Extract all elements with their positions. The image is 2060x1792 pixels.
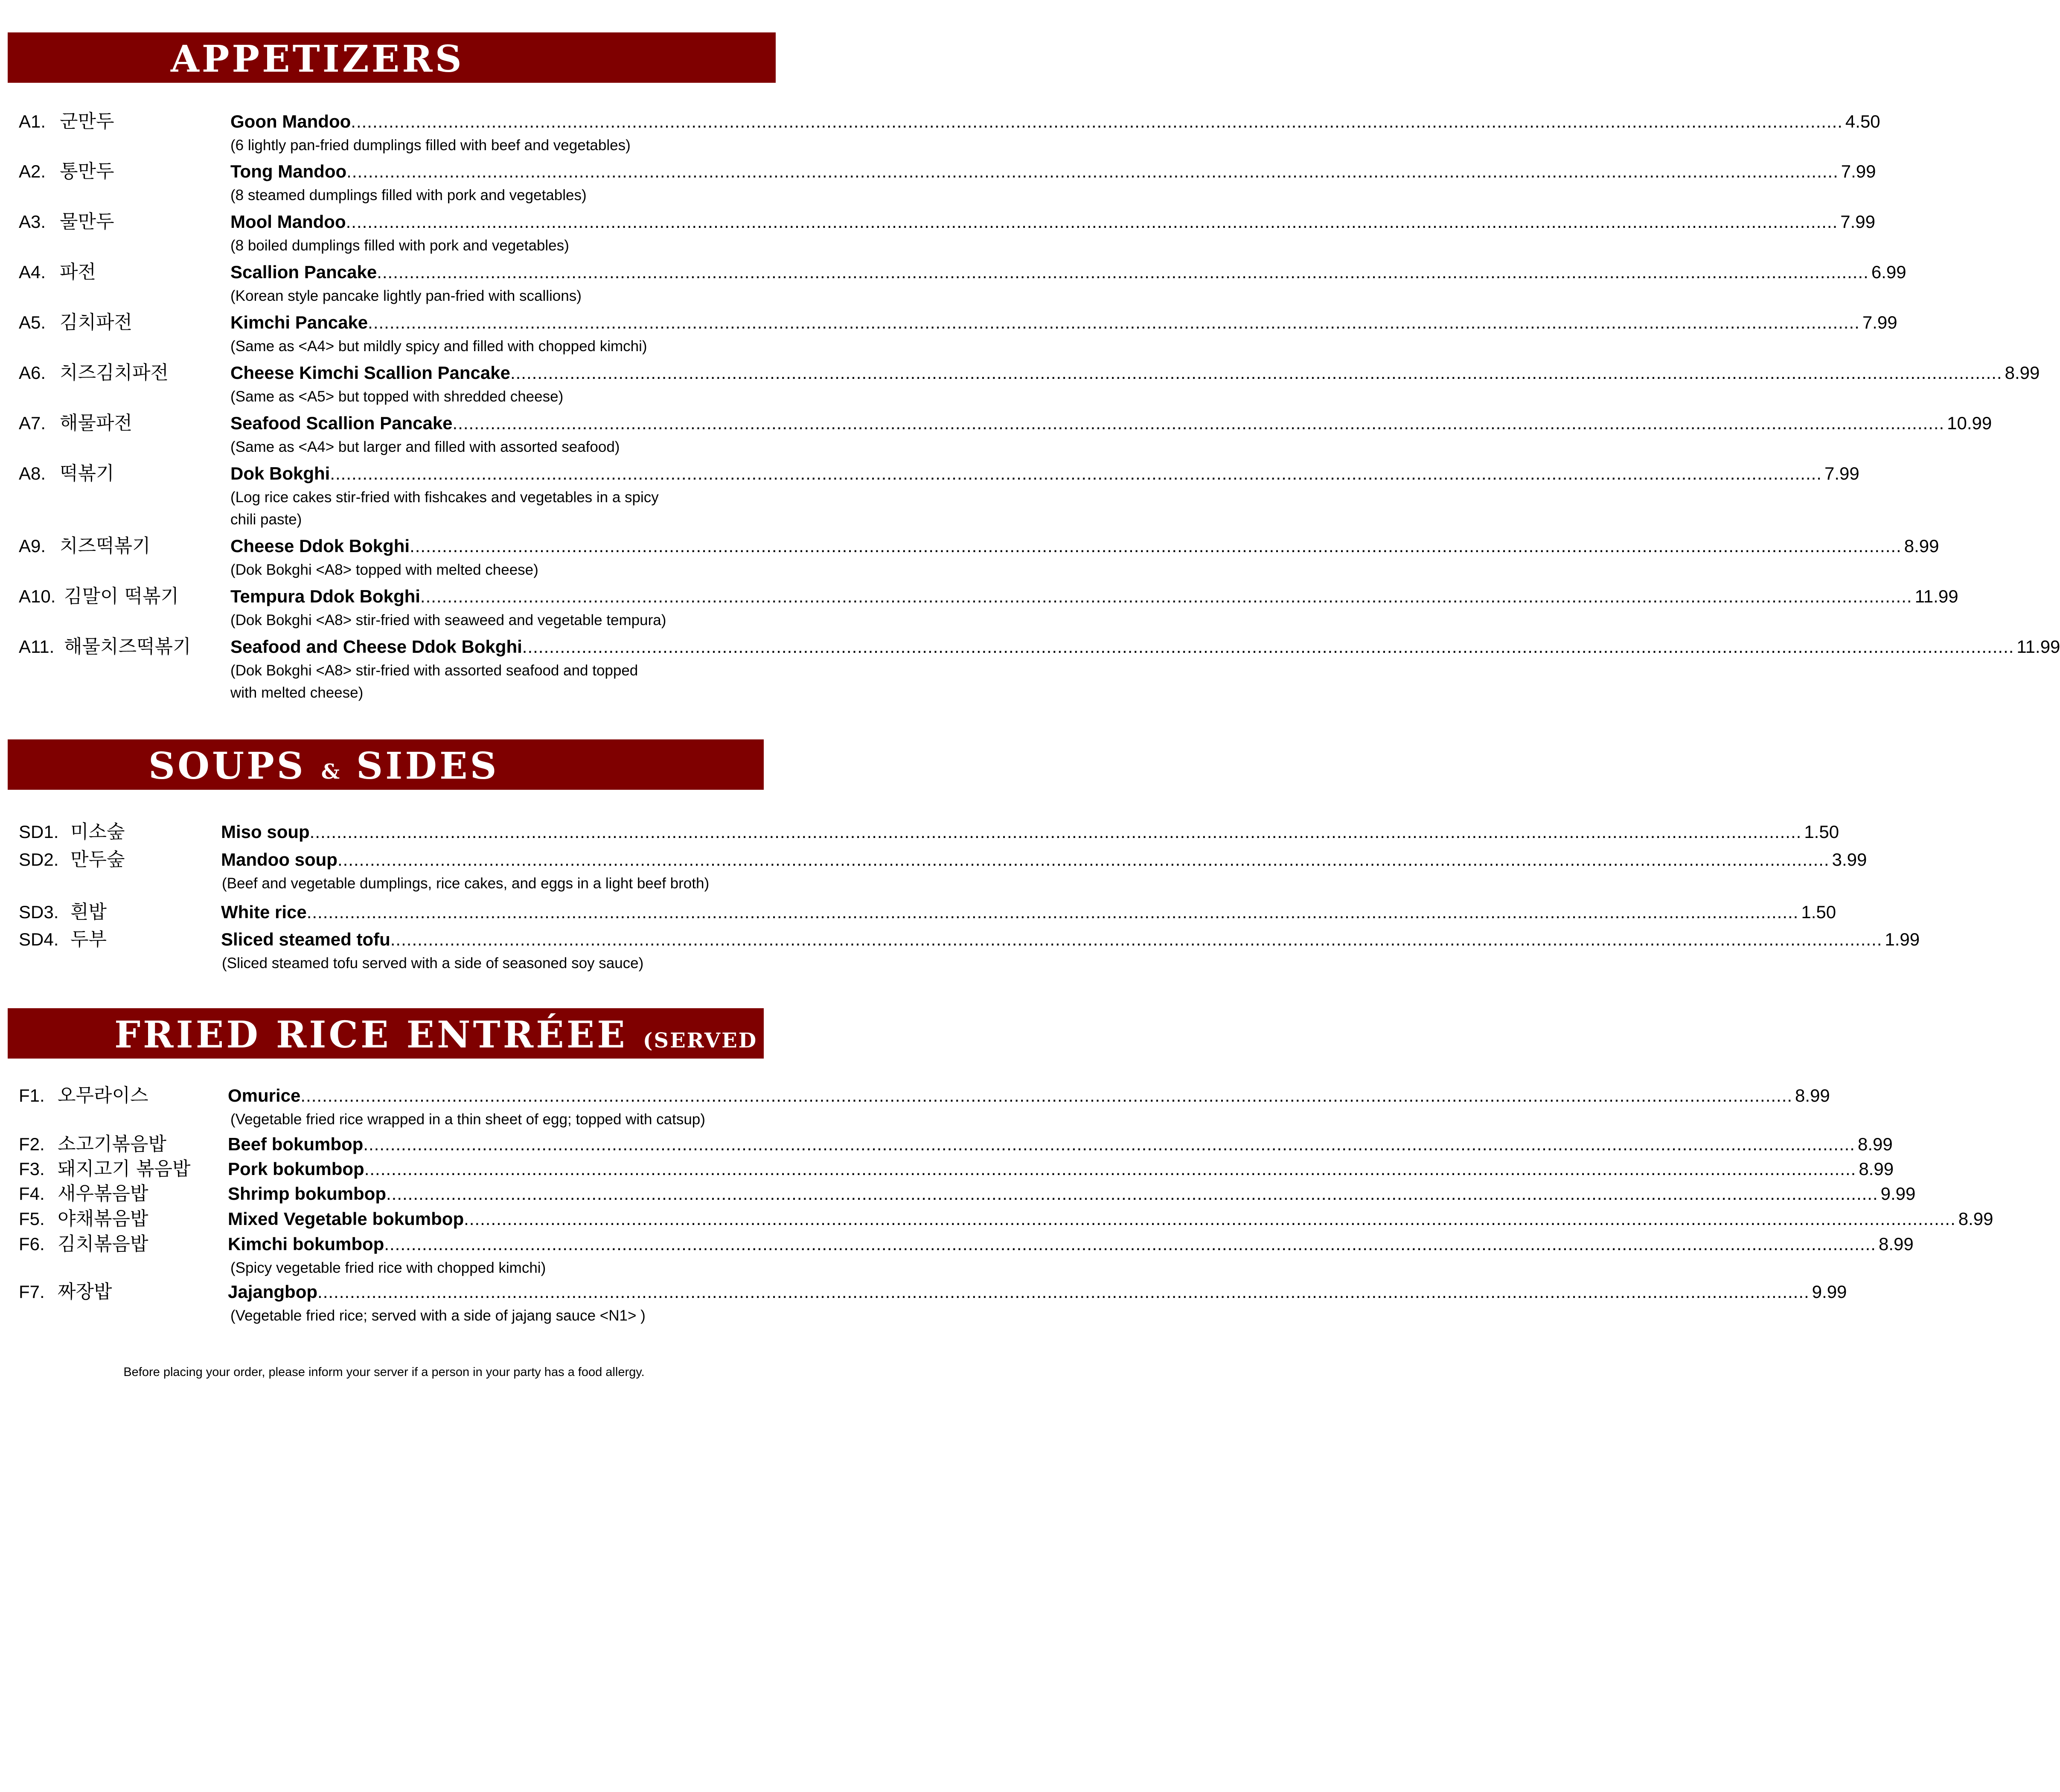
item-name: Scallion Pancake [230, 262, 377, 282]
item-code: A3. [19, 212, 46, 232]
item-price: 8.99 [1904, 536, 1939, 556]
item-code: A5. [19, 312, 46, 332]
item-name: Tempura Ddok Bokghi [230, 586, 420, 606]
item-description: (Dok Bokghi <A8> stir-fried with seaweed and vegetable tempura) [230, 612, 666, 628]
item-price: 3.99 [1832, 849, 1867, 870]
item-korean-name: 만두숲 [70, 849, 125, 870]
dot-leader [338, 847, 1830, 873]
item-name-line [230, 360, 2040, 386]
item-code: A1. [19, 111, 46, 131]
dot-leader [510, 360, 2002, 386]
item-name-line [230, 209, 1875, 235]
item-description: (Same as <A4> but mildly spicy and filled with chopped kimchi) [230, 338, 647, 355]
item-code: F1. [19, 1085, 45, 1105]
dot-leader [464, 1206, 1956, 1232]
item-code: SD3. [19, 902, 59, 922]
menu-item-row [0, 927, 1920, 952]
item-korean-name: 돼지고기 볶음밥 [58, 1158, 191, 1180]
item-price: 7.99 [1840, 212, 1875, 232]
menu-item-row [0, 1279, 1847, 1305]
item-price: 8.99 [1859, 1159, 1894, 1179]
item-name: Kimchi bokumbop [228, 1234, 384, 1254]
item-name: Tong Mandoo [230, 161, 347, 181]
item-name-line [228, 1231, 1914, 1257]
item-code: A7. [19, 413, 46, 433]
item-name-line [221, 819, 1839, 845]
item-price: 8.99 [1795, 1085, 1830, 1105]
menu-item-row [0, 1206, 1993, 1232]
item-korean-name: 두부 [70, 928, 107, 950]
item-name: Goon Mandoo [230, 111, 351, 131]
item-name: Seafood and Cheese Ddok Bokghi [230, 637, 522, 657]
item-code: F5. [19, 1209, 45, 1229]
item-code: F6. [19, 1234, 45, 1254]
item-name-line [228, 1206, 1993, 1232]
item-code: F4. [19, 1184, 45, 1204]
item-price: 11.99 [1915, 586, 1958, 606]
item-price: 11.99 [2016, 637, 2060, 657]
item-name: Pork bokumbop [228, 1159, 364, 1179]
item-name: White rice [221, 902, 307, 922]
menu-item-row [0, 410, 1992, 436]
item-description: (Same as <A4> but larger and filled with assorted seafood) [230, 439, 620, 455]
item-name-line [228, 1156, 1894, 1182]
item-price: 6.99 [1871, 262, 1906, 282]
dot-leader [420, 584, 1912, 609]
item-name: Kimchi Pancake [230, 312, 368, 332]
dot-leader [390, 927, 1883, 952]
item-code: A10. [19, 586, 56, 606]
item-price: 8.99 [1958, 1209, 1993, 1229]
item-description: (8 boiled dumplings filled with pork and vegetables) [230, 237, 569, 254]
allergy-note: Before placing your order, please inform your server if a person in your party has a food allergy. [123, 1365, 645, 1379]
menu-item-row [0, 159, 1876, 184]
item-korean-name: 흰밥 [70, 901, 107, 923]
item-name-line [228, 1279, 1847, 1305]
item-name: Cheese Kimchi Scallion Pancake [230, 363, 510, 383]
item-name-line [230, 634, 2060, 660]
item-name: Beef bokumbop [228, 1134, 364, 1154]
item-name-line [228, 1083, 1830, 1108]
menu-item-row [0, 819, 1839, 845]
menu-item-row [0, 109, 1880, 134]
item-description: chili paste) [230, 511, 302, 528]
item-name-line [221, 927, 1920, 952]
dot-leader [346, 209, 1838, 235]
item-description: (Dok Bokghi <A8> topped with melted cheese) [230, 561, 538, 578]
item-code: A9. [19, 536, 46, 556]
item-korean-name: 미소숲 [70, 821, 125, 843]
fried-rice-subtitle: (SERVED WITH MISO SOUP) [643, 1029, 1007, 1053]
item-description: with melted cheese) [230, 684, 364, 701]
menu-item-row [0, 584, 1958, 609]
item-korean-name: 통만두 [60, 160, 114, 182]
fried-rice-title [114, 1008, 1007, 1059]
appetizers-banner [8, 32, 776, 83]
item-code: SD1. [19, 822, 59, 842]
item-code: A8. [19, 463, 46, 483]
menu-item-row [0, 899, 1836, 925]
item-korean-name: 김말이 떡볶기 [64, 585, 179, 607]
dot-leader [522, 634, 2014, 660]
dot-leader [307, 899, 1799, 925]
sides-title-word: SIDES [356, 745, 499, 788]
item-korean-name: 군만두 [60, 111, 114, 132]
item-name: Mool Mandoo [230, 212, 346, 232]
item-price: 9.99 [1812, 1282, 1847, 1302]
item-korean-name: 해물치즈떡볶기 [64, 636, 191, 657]
menu-item-row [0, 847, 1867, 873]
item-name: Mandoo soup [221, 849, 338, 870]
item-code: F7. [19, 1282, 45, 1302]
item-code: SD4. [19, 929, 59, 949]
item-description: (Korean style pancake lightly pan-fried with scallions) [230, 288, 582, 304]
item-code: F2. [19, 1134, 45, 1154]
menu-item-row [0, 1231, 1914, 1257]
item-name-line [228, 1132, 1893, 1157]
dot-leader [300, 1083, 1792, 1108]
soups-title-word: SOUPS [148, 745, 306, 788]
fried-rice-banner [8, 1008, 1007, 1059]
dot-leader [330, 461, 1822, 486]
dot-leader [317, 1279, 1810, 1305]
item-korean-name: 새우볶음밥 [58, 1183, 148, 1204]
item-name: Sliced steamed tofu [221, 929, 390, 949]
item-price: 7.99 [1841, 161, 1876, 181]
dot-leader [386, 1181, 1878, 1207]
item-korean-name: 물만두 [60, 211, 114, 233]
item-code: SD2. [19, 849, 59, 870]
item-price: 8.99 [1878, 1234, 1914, 1254]
menu-item-row [0, 634, 2060, 660]
item-name-line [230, 109, 1880, 134]
item-name-line [221, 847, 1867, 873]
menu-item-row [0, 1132, 1893, 1157]
item-korean-name: 파전 [60, 261, 96, 283]
dot-leader [384, 1231, 1876, 1257]
item-price: 10.99 [1947, 413, 1992, 433]
item-name-line [228, 1181, 1916, 1207]
item-price: 9.99 [1880, 1184, 1916, 1204]
item-description: (6 lightly pan-fried dumplings filled with beef and vegetables) [230, 137, 631, 154]
item-name-line [221, 899, 1836, 925]
item-name: Cheese Ddok Bokghi [230, 536, 410, 556]
item-korean-name: 김치볶음밥 [58, 1233, 148, 1255]
item-price: 8.99 [2005, 363, 2040, 383]
menu-item-row [0, 1156, 1894, 1182]
item-description: (Log rice cakes stir-fried with fishcakes and vegetables in a spicy [230, 489, 659, 506]
item-description: (Same as <A5> but topped with shredded cheese) [230, 388, 564, 405]
item-name: Mixed Vegetable bokumbop [228, 1209, 464, 1229]
item-description: (Sliced steamed tofu served with a side of seasoned soy sauce) [222, 955, 644, 972]
item-price: 4.50 [1845, 111, 1880, 131]
item-description: (Beef and vegetable dumplings, rice cakes, and eggs in a light beef broth) [222, 875, 710, 892]
item-name-line [230, 533, 1939, 559]
item-price: 7.99 [1824, 463, 1859, 483]
item-korean-name: 떡볶기 [60, 463, 114, 484]
item-name-line [230, 584, 1958, 609]
item-code: F3. [19, 1159, 45, 1179]
soups-sides-banner [8, 739, 764, 790]
item-name: Seafood Scallion Pancake [230, 413, 453, 433]
item-price: 1.99 [1885, 929, 1920, 949]
item-code: A4. [19, 262, 46, 282]
menu-item-row [0, 1083, 1830, 1108]
ampersand: & [321, 760, 341, 784]
dot-leader [363, 1132, 1855, 1157]
item-korean-name: 치즈김치파전 [60, 362, 169, 384]
item-korean-name: 오무라이스 [58, 1085, 148, 1106]
item-name: Miso soup [221, 822, 310, 842]
item-description: (Vegetable fried rice; served with a side of jajang sauce <N1> ) [230, 1307, 646, 1324]
dot-leader [351, 109, 1843, 134]
item-price: 7.99 [1862, 312, 1897, 332]
menu-item-row [0, 1181, 1916, 1207]
item-code: A6. [19, 363, 46, 383]
item-name: Jajangbop [228, 1282, 318, 1302]
item-description: (Vegetable fried rice wrapped in a thin sheet of egg; topped with catsup) [230, 1111, 705, 1128]
item-korean-name: 짜장밥 [58, 1281, 112, 1303]
menu-item-row [0, 360, 2040, 386]
menu-item-row [0, 259, 1906, 285]
item-name-line [230, 159, 1876, 184]
menu-item-row [0, 310, 1897, 335]
dot-leader [410, 533, 1902, 559]
item-korean-name: 해물파전 [60, 412, 133, 434]
dot-leader [310, 819, 1802, 845]
dot-leader [377, 259, 1869, 285]
menu-item-row [0, 209, 1875, 235]
dot-leader [346, 159, 1839, 184]
item-name-line [230, 259, 1906, 285]
item-price: 1.50 [1804, 822, 1839, 842]
item-code: A11. [19, 637, 55, 657]
item-korean-name: 야채볶음밥 [58, 1208, 148, 1230]
item-korean-name: 김치파전 [60, 311, 133, 333]
item-korean-name: 소고기볶음밥 [58, 1133, 167, 1155]
dot-leader [364, 1156, 1856, 1182]
item-code: A2. [19, 161, 46, 181]
soups-sides-title [148, 739, 499, 790]
item-name-line [230, 461, 1859, 486]
dot-leader [453, 410, 1945, 436]
item-description: (Spicy vegetable fried rice with chopped kimchi) [230, 1260, 546, 1276]
item-korean-name: 치즈떡볶기 [60, 535, 151, 557]
item-name: Dok Bokghi [230, 463, 330, 483]
dot-leader [368, 310, 1860, 335]
menu-item-row [0, 533, 1939, 559]
menu-item-row [0, 461, 1859, 486]
item-name: Shrimp bokumbop [228, 1184, 386, 1204]
item-description: (8 steamed dumplings filled with pork and vegetables) [230, 187, 587, 204]
appetizers-title: APPETIZERS [171, 38, 464, 81]
item-name-line [230, 410, 1992, 436]
item-description: (Dok Bokghi <A8> stir-fried with assorted seafood and topped [230, 662, 638, 679]
item-price: 8.99 [1857, 1134, 1893, 1154]
fried-rice-title-text: FRIED RICE ENTRÉEE [114, 1013, 628, 1056]
item-name-line [230, 310, 1897, 335]
item-name: Omurice [228, 1085, 301, 1105]
item-price: 1.50 [1801, 902, 1836, 922]
